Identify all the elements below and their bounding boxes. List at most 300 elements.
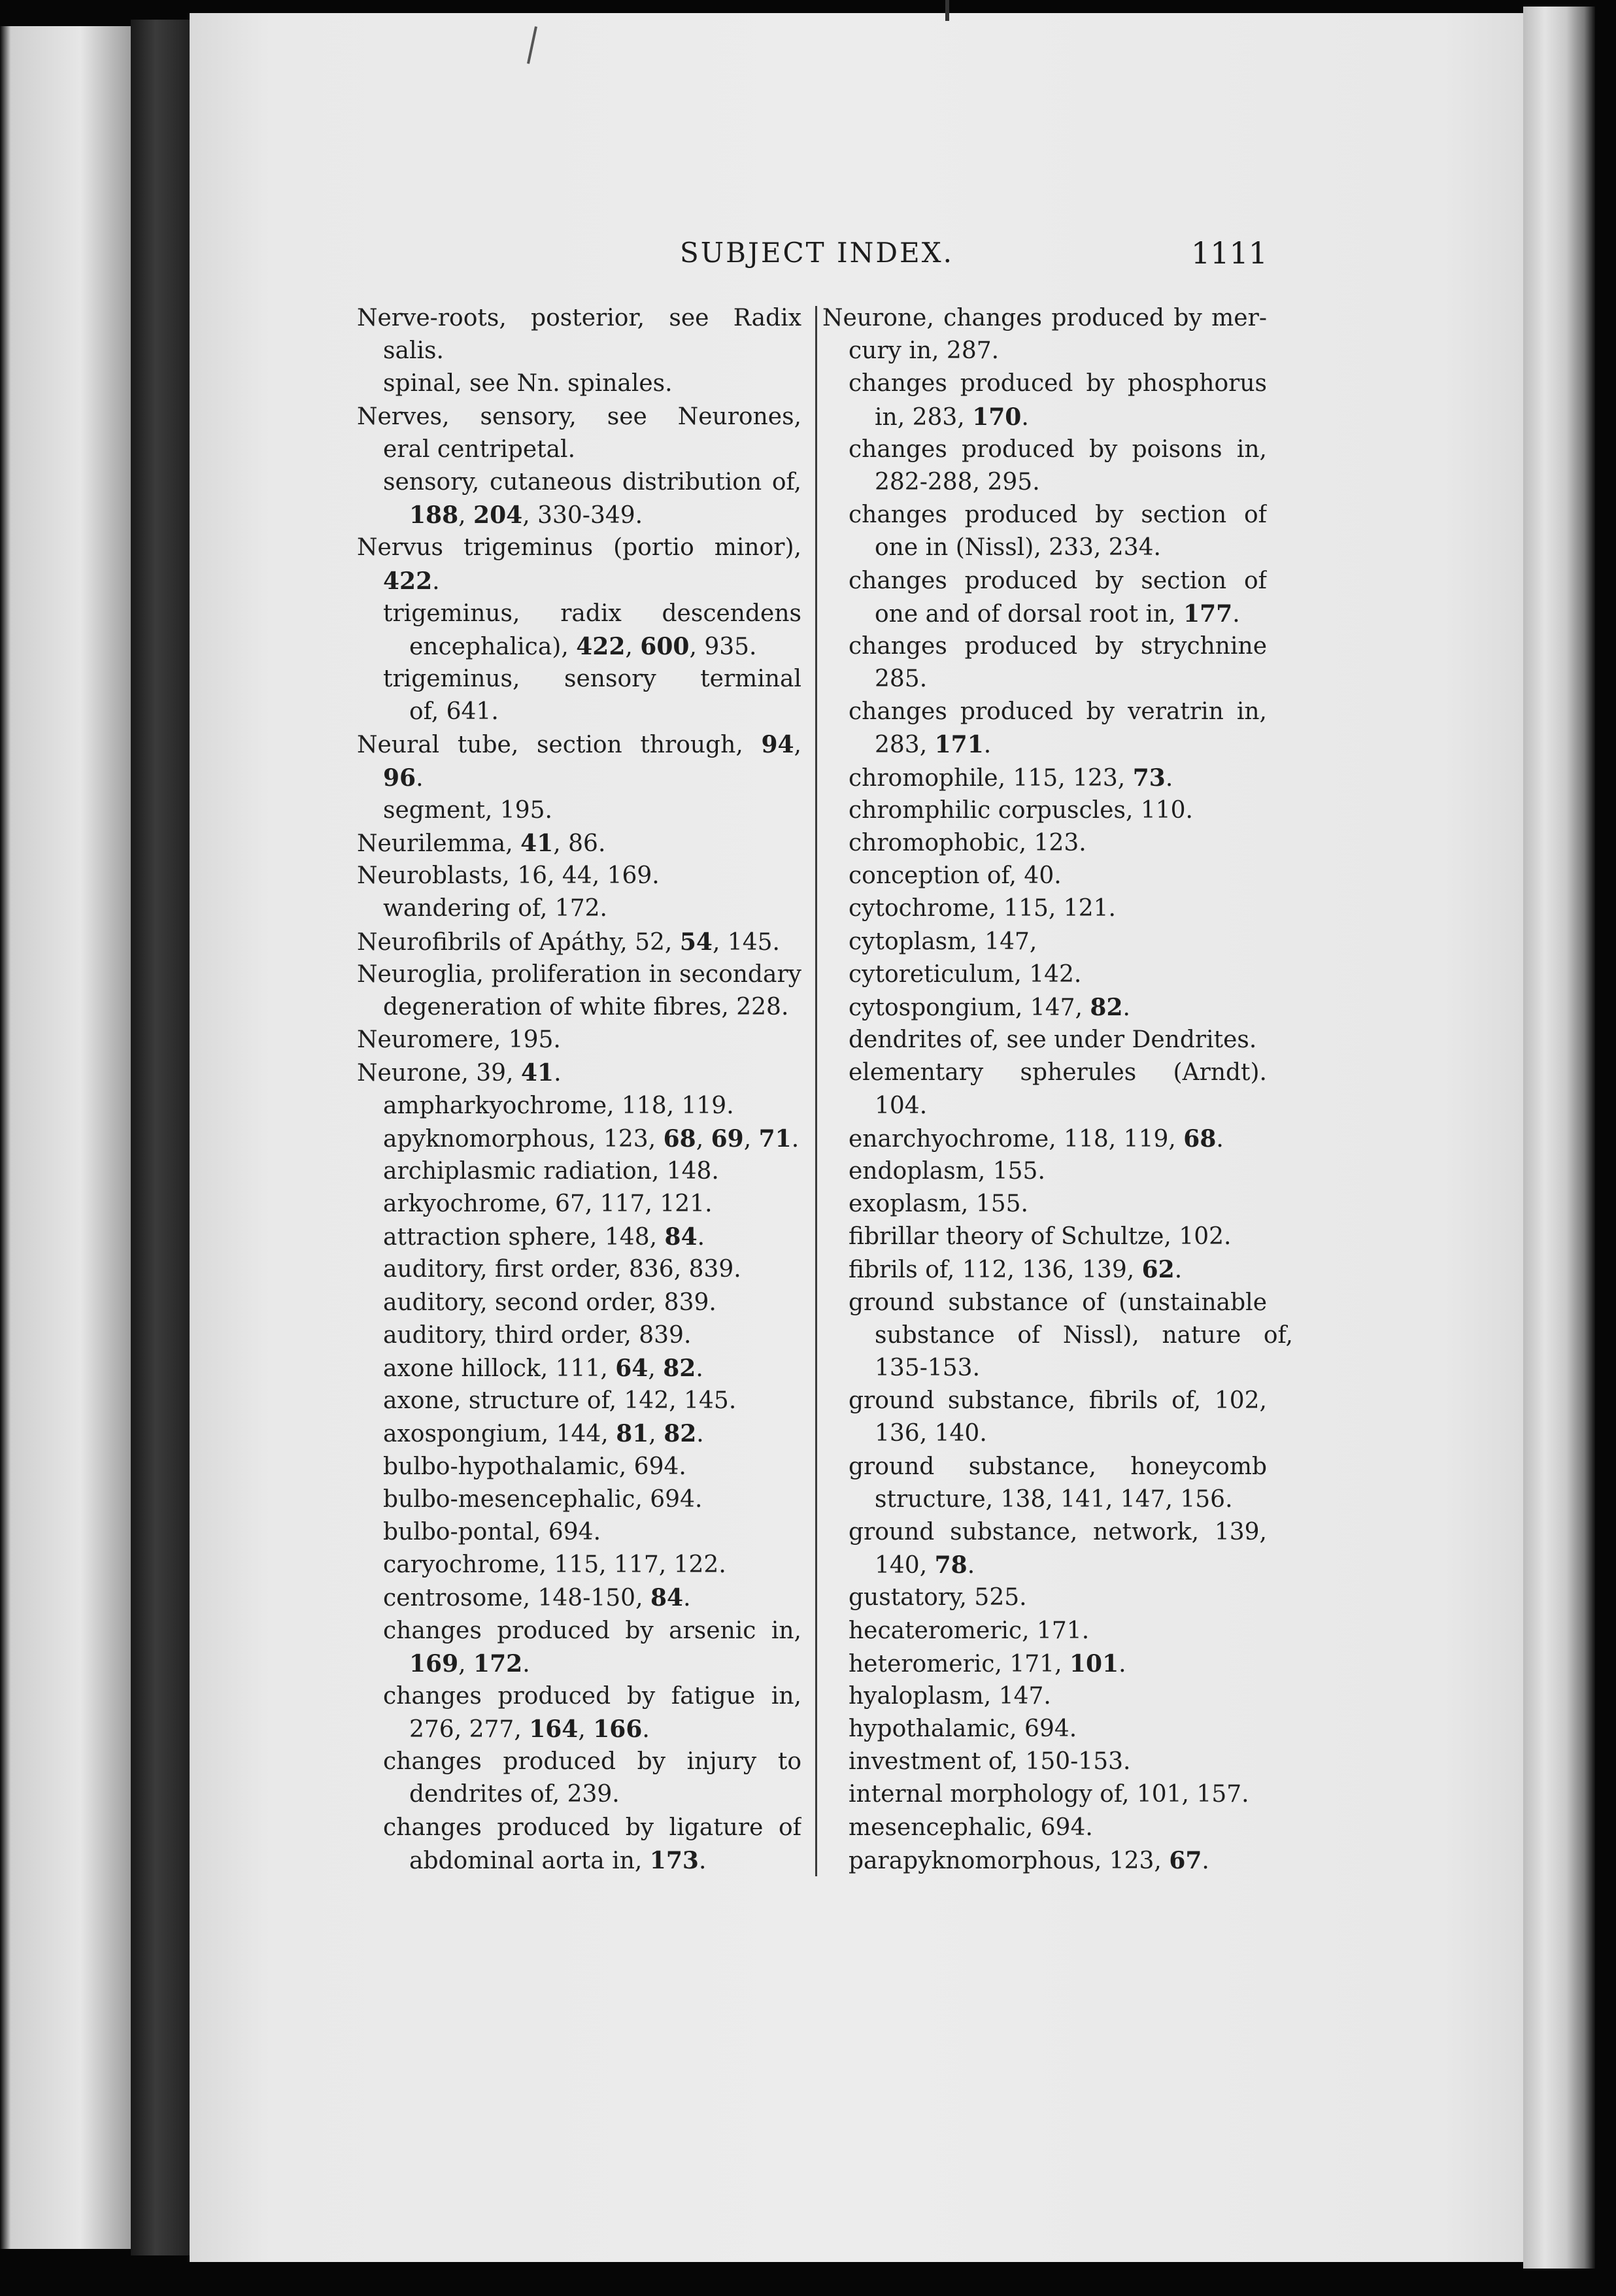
figure-reference: 82 — [1090, 993, 1123, 1021]
index-entry-continuation — [822, 1549, 1267, 1581]
facing-page-edge — [0, 26, 134, 2249]
index-entry — [357, 1417, 801, 1450]
entry-text: ampharkyochrome, 118, 119. — [383, 1092, 734, 1119]
index-entry — [822, 565, 1267, 630]
figure-reference: 171 — [934, 731, 984, 759]
entry-text: . — [1202, 1847, 1209, 1874]
index-entry-line — [822, 1647, 1267, 1680]
entry-text: . — [432, 567, 440, 595]
entry-text: , — [648, 1421, 664, 1448]
figure-reference: 170 — [972, 403, 1022, 431]
figure-reference: 41 — [520, 830, 554, 857]
index-entry-line — [822, 1451, 1267, 1483]
index-entry-line — [822, 1844, 1267, 1877]
index-entry-line — [357, 1483, 801, 1516]
index-entry-line — [822, 499, 1267, 532]
index-entry — [357, 1581, 801, 1614]
index-entry-line — [822, 433, 1267, 466]
index-entry — [357, 1056, 801, 1089]
entry-text: heteromeric, 171, — [849, 1650, 1069, 1678]
index-entry-continuation — [357, 1778, 801, 1811]
index-entry-line — [357, 1287, 801, 1319]
index-entry — [822, 1188, 1267, 1221]
running-head: SUBJECT INDEX. — [680, 237, 954, 269]
entry-text: , — [458, 1650, 474, 1678]
entry-text: , — [794, 732, 801, 759]
index-entry — [822, 499, 1267, 564]
index-entry-continuation — [357, 1713, 801, 1746]
index-entry — [357, 1319, 801, 1352]
figure-reference: 41 — [520, 1059, 554, 1087]
index-entry — [357, 1812, 801, 1877]
index-entry-line — [357, 860, 801, 892]
index-entry-line — [357, 1451, 801, 1483]
entry-text: Neurilemma, — [357, 830, 521, 857]
entry-text: fibrils of, 112, 136, 139, — [849, 1257, 1142, 1284]
index-entry-continuation — [822, 1352, 1267, 1385]
index-entry — [822, 1680, 1267, 1713]
entry-text: 140, — [875, 1552, 935, 1579]
entry-text: trigeminus, radix descendens — [383, 599, 801, 627]
index-entry-line — [357, 367, 801, 400]
index-entry — [357, 728, 801, 794]
entry-text: substance of Nissl), nature of, — [875, 1321, 1293, 1349]
entry-text: . — [697, 1224, 705, 1251]
entry-text: . — [967, 1552, 975, 1579]
index-entry-continuation — [357, 696, 801, 728]
entry-text: changes produced by section of — [849, 567, 1267, 594]
index-entry — [822, 1647, 1267, 1680]
entry-text: caryochrome, 115, 117, 122. — [383, 1551, 726, 1579]
entry-text: exoplasm, 155. — [849, 1190, 1028, 1218]
figure-reference: 422 — [576, 632, 626, 660]
index-column-right — [822, 302, 1293, 1877]
entry-text: . — [554, 1060, 562, 1087]
entry-text: degeneration of white fibres, 228. — [383, 993, 789, 1021]
entry-text: endoplasm, 155. — [849, 1157, 1045, 1185]
index-entry-line — [357, 1385, 801, 1417]
index-entry — [822, 1056, 1267, 1122]
entry-text: one and of dorsal root in, — [875, 600, 1184, 628]
entry-text: auditory, second order, 839. — [383, 1289, 716, 1316]
entry-text: . — [1216, 1125, 1224, 1153]
index-entry-line — [357, 532, 801, 564]
entry-text: changes produced by poisons in, — [849, 435, 1267, 463]
entry-text: changes produced by fatigue in, — [383, 1682, 801, 1710]
entry-text: , 145. — [712, 928, 780, 956]
entry-text: . — [1021, 403, 1029, 431]
index-entry — [357, 532, 801, 597]
index-column-left — [357, 302, 801, 1877]
index-entry — [357, 860, 801, 892]
entry-text: Neuroblasts, 16, 44, 169. — [357, 862, 660, 890]
entry-text: auditory, third order, 839. — [383, 1321, 692, 1349]
entry-text: . — [522, 1650, 530, 1678]
index-entry-line — [357, 1155, 801, 1188]
index-entry-line — [822, 1778, 1267, 1811]
index-entry-line — [822, 794, 1267, 827]
index-entry — [357, 1483, 801, 1516]
entry-text: Neurone, 39, — [357, 1060, 521, 1087]
index-entry — [357, 1746, 801, 1811]
entry-text: axone, structure of, 142, 145. — [383, 1387, 737, 1415]
index-entry-line — [357, 728, 801, 761]
index-entry — [822, 1844, 1267, 1877]
entry-text: cury in, 287. — [849, 337, 1000, 365]
index-entry — [357, 1188, 801, 1221]
scan-mark — [945, 0, 949, 21]
index-entry-line — [822, 1516, 1267, 1549]
index-entry-line — [357, 1812, 801, 1844]
index-entry — [822, 630, 1267, 696]
index-entry-line — [822, 302, 1267, 335]
entry-text: auditory, first order, 836, 839. — [383, 1256, 741, 1283]
index-entry-line — [357, 958, 801, 991]
entry-text: bulbo-hypothalamic, 694. — [383, 1453, 686, 1480]
entry-text: . — [696, 1355, 703, 1382]
figure-reference: 67 — [1169, 1846, 1202, 1874]
index-entry — [822, 1516, 1267, 1581]
entry-text: cytoreticulum, 142. — [849, 960, 1082, 988]
index-entry-line — [822, 991, 1267, 1024]
page-number: 1111 — [1191, 235, 1268, 271]
entry-text: , — [648, 1355, 664, 1382]
entry-text: bulbo-pontal, 694. — [383, 1518, 601, 1545]
entry-text: fibrillar theory of Schultze, 102. — [849, 1223, 1232, 1251]
entry-text: . — [1174, 1257, 1183, 1284]
index-entry — [822, 991, 1267, 1024]
index-entry — [357, 1287, 801, 1319]
entry-text: bulbo-mesencephalic, 694. — [383, 1485, 703, 1513]
index-entry — [357, 598, 801, 663]
entry-text: cytospongium, 147, — [849, 994, 1090, 1021]
entry-text: apyknomorphous, 123, — [383, 1125, 664, 1153]
index-entry — [822, 1123, 1267, 1155]
index-entry — [822, 1221, 1267, 1253]
index-entry — [822, 1812, 1267, 1844]
entry-text: 283, — [875, 732, 935, 759]
entry-text: Neurone, changes produced by mer- — [822, 305, 1267, 331]
index-entry — [357, 367, 801, 400]
index-entry — [822, 1287, 1293, 1385]
index-entry-continuation — [357, 762, 801, 794]
index-entry — [357, 1352, 801, 1385]
index-entry-line — [822, 1615, 1267, 1647]
entry-text: Nerve-roots, posterior, see Radix — [357, 305, 801, 331]
index-entry-line — [357, 1024, 801, 1056]
index-entry-line — [357, 1123, 801, 1155]
index-entry-line — [822, 1680, 1267, 1713]
index-entry — [357, 1155, 801, 1188]
entry-text: 285. — [875, 666, 928, 693]
index-entry-line — [822, 1221, 1267, 1253]
index-entry-line — [822, 696, 1267, 728]
figure-reference: 82 — [663, 1355, 696, 1382]
index-entry-continuation — [822, 728, 1267, 761]
index-entry — [357, 1451, 801, 1483]
index-entry — [357, 1123, 801, 1155]
index-entry — [822, 1024, 1267, 1056]
index-entry — [822, 1615, 1267, 1647]
figure-reference: 188 — [409, 501, 459, 530]
index-entry — [357, 926, 801, 958]
index-entry — [822, 1253, 1267, 1286]
figure-reference: 68 — [663, 1124, 696, 1153]
figure-reference: 71 — [758, 1124, 792, 1153]
column-divider — [815, 306, 817, 1876]
entry-text: . — [642, 1716, 650, 1744]
entry-text: changes produced by strychnine — [849, 632, 1267, 660]
figure-reference: 164 — [529, 1715, 579, 1744]
index-entry — [357, 466, 801, 532]
entry-text: hyaloplasm, 147. — [849, 1682, 1051, 1710]
entry-text: trigeminus, sensory terminal — [383, 666, 801, 693]
entry-text: Nerves, sensory, see Neurones, — [357, 403, 801, 430]
entry-text: segment, 195. — [383, 796, 552, 824]
index-entry-continuation — [357, 1844, 801, 1877]
index-entry — [822, 958, 1267, 991]
index-entry-line — [822, 367, 1267, 400]
index-entry — [357, 892, 801, 925]
index-entry-continuation — [357, 565, 801, 598]
entry-text: cytochrome, 115, 121. — [849, 895, 1116, 922]
entry-text: encephalica), — [409, 633, 577, 660]
entry-text: mesencephalic, 694. — [849, 1814, 1093, 1841]
figure-reference: 96 — [383, 764, 416, 792]
entry-text: sensory, cutaneous distribution of, — [383, 468, 801, 496]
index-entry-line — [357, 598, 801, 630]
entry-text: ground substance, honeycomb — [849, 1453, 1267, 1480]
entry-text: centrosome, 148-150, — [383, 1585, 650, 1612]
index-entry-line — [822, 827, 1267, 860]
entry-text: . — [1119, 1650, 1126, 1678]
figure-reference: 62 — [1141, 1256, 1175, 1284]
entry-text: attraction sphere, 148, — [383, 1224, 665, 1251]
index-entry — [357, 1615, 801, 1680]
entry-text: 104. — [875, 1092, 928, 1119]
figure-reference: 68 — [1183, 1124, 1217, 1153]
entry-text: conception of, 40. — [849, 862, 1062, 890]
index-entry-continuation — [357, 630, 801, 663]
index-entry — [822, 302, 1267, 367]
entry-text: axone hillock, 111, — [383, 1355, 616, 1382]
index-entry-line — [357, 1615, 801, 1647]
index-entry-line — [357, 1549, 801, 1581]
index-entry-continuation — [822, 1090, 1267, 1123]
figure-reference: 84 — [650, 1584, 684, 1612]
index-entry — [357, 1253, 801, 1286]
index-entry-line — [822, 1581, 1267, 1614]
index-entry-line — [822, 1188, 1267, 1221]
entry-text: salis. — [383, 337, 444, 365]
index-entry — [357, 302, 801, 367]
entry-text: Neural tube, section through, — [357, 732, 762, 759]
entry-text: changes produced by arsenic in, — [383, 1617, 801, 1644]
index-entry-line — [822, 1713, 1267, 1746]
index-entry — [822, 433, 1267, 499]
entry-text: ground substance, network, 139, — [849, 1518, 1267, 1545]
figure-reference: 101 — [1069, 1649, 1119, 1678]
index-entry-line — [357, 827, 801, 860]
index-entry-line — [357, 1352, 801, 1385]
index-entry-line — [357, 926, 801, 958]
index-entry-continuation — [357, 433, 801, 466]
index-entry-continuation — [822, 466, 1267, 499]
figure-reference: 69 — [711, 1124, 744, 1153]
entry-text: abdominal aorta in, — [409, 1847, 650, 1874]
index-entry-line — [822, 926, 1267, 958]
figure-reference: 166 — [593, 1715, 643, 1744]
figure-reference: 173 — [649, 1846, 699, 1874]
entry-text: , 330-349. — [522, 502, 643, 530]
index-entry — [822, 762, 1267, 794]
entry-text: . — [698, 1847, 707, 1874]
index-entry — [357, 958, 801, 1024]
index-entry-line — [822, 565, 1267, 598]
entry-text: enarchyochrome, 118, 119, — [849, 1125, 1184, 1153]
entry-text: one in (Nissl), 233, 234. — [875, 534, 1161, 562]
figure-reference: 94 — [761, 731, 794, 759]
entry-text: ground substance, fibrils of, 102, — [849, 1387, 1267, 1415]
entry-text: archiplasmic radiation, 148. — [383, 1157, 719, 1185]
entry-text: , — [458, 502, 474, 530]
entry-text: dendrites of, 239. — [409, 1781, 620, 1808]
index-entry — [357, 1680, 801, 1746]
entry-text: internal morphology of, 101, 157. — [849, 1781, 1249, 1808]
index-entry-continuation — [822, 532, 1267, 564]
index-entry-continuation — [357, 335, 801, 367]
figure-reference: 600 — [640, 632, 690, 660]
index-entry-line — [357, 794, 801, 827]
entry-text: chromophobic, 123. — [849, 830, 1086, 856]
index-entry-continuation — [822, 1319, 1293, 1352]
entry-text: Neuroglia, proliferation in secondary — [357, 960, 801, 988]
index-entry-continuation — [357, 991, 801, 1024]
figure-reference: 54 — [679, 928, 713, 956]
entry-text: 135-153. — [875, 1355, 981, 1381]
index-entry-line — [357, 401, 801, 433]
index-entry-continuation — [822, 663, 1267, 696]
entry-text: changes produced by section of — [849, 501, 1267, 529]
index-entry — [822, 1385, 1267, 1450]
entry-text: changes produced by phosphorus — [849, 370, 1267, 397]
index-entry-line — [357, 1253, 801, 1286]
index-entry — [822, 860, 1267, 892]
index-entry-line — [822, 1253, 1267, 1286]
entry-text: investment of, 150-153. — [849, 1748, 1131, 1776]
index-entry-continuation — [822, 1417, 1267, 1450]
index-entry-line — [822, 860, 1267, 892]
index-entry-line — [357, 1090, 801, 1123]
entry-text: of, 641. — [409, 698, 499, 726]
index-entry — [822, 1778, 1267, 1811]
entry-text: , — [578, 1716, 594, 1744]
index-entry-line — [357, 1221, 801, 1253]
index-entry — [822, 1746, 1267, 1778]
index-entry-line — [357, 892, 801, 925]
entry-text: . — [1165, 764, 1173, 792]
entry-text: parapyknomorphous, 123, — [849, 1847, 1170, 1874]
entry-text: . — [1232, 600, 1240, 628]
page-fore-edge — [1523, 7, 1595, 2269]
entry-text: Nervus trigeminus (portio minor), — [357, 534, 801, 562]
index-entry-continuation — [822, 335, 1267, 367]
entry-text: 276, 277, — [409, 1716, 530, 1744]
entry-text: axospongium, 144, — [383, 1421, 616, 1448]
entry-text: . — [696, 1421, 704, 1448]
index-entry — [822, 926, 1267, 958]
index-entry — [357, 827, 801, 860]
entry-text: . — [416, 764, 424, 792]
index-entry-continuation — [357, 1647, 801, 1680]
index-entry-line — [822, 762, 1267, 794]
index-entry-line — [822, 1812, 1267, 1844]
entry-text: dendrites of, see under Dendrites. — [849, 1026, 1257, 1054]
index-entry-line — [822, 630, 1267, 663]
figure-reference: 81 — [616, 1420, 649, 1448]
index-entry — [357, 1385, 801, 1417]
index-entry — [357, 663, 801, 728]
index-entry-line — [822, 958, 1267, 991]
entry-text: . — [791, 1125, 800, 1153]
index-entry — [822, 1713, 1267, 1746]
index-entry — [822, 794, 1267, 827]
entry-text: cytoplasm, 147, — [849, 928, 1037, 955]
entry-text: 282-288, 295. — [875, 468, 1040, 496]
index-entry — [822, 1155, 1267, 1188]
entry-text: . — [1122, 994, 1130, 1021]
entry-text: eral centripetal. — [383, 435, 576, 463]
index-entry-line — [822, 1155, 1267, 1188]
index-entry — [357, 1024, 801, 1056]
figure-reference: 84 — [664, 1223, 698, 1251]
figure-reference: 204 — [473, 501, 523, 530]
entry-text: Neurofibrils of Apáthy, 52, — [357, 928, 680, 956]
index-entry-continuation — [357, 499, 801, 532]
figure-reference: 177 — [1183, 599, 1233, 628]
index-entry-line — [357, 466, 801, 499]
index-entry-line — [357, 1746, 801, 1778]
index-entry-line — [357, 1056, 801, 1089]
entry-text: , 86. — [553, 830, 606, 857]
entry-text: , — [625, 633, 641, 660]
entry-text: . — [683, 1585, 691, 1612]
index-entry-line — [822, 1024, 1267, 1056]
entry-text: ground substance of (unstainable — [849, 1289, 1267, 1316]
entry-text: chromophile, 115, 123, — [849, 764, 1133, 792]
index-entry-line — [822, 1287, 1267, 1319]
figure-reference: 78 — [934, 1551, 968, 1579]
index-entry — [822, 696, 1267, 761]
index-entry — [822, 827, 1267, 860]
index-entry — [822, 892, 1267, 925]
entry-text: spinal, see Nn. spinales. — [383, 370, 673, 397]
entry-text: changes produced by veratrin in, — [849, 698, 1267, 726]
index-entry-continuation — [822, 598, 1267, 630]
index-entry — [357, 1549, 801, 1581]
entry-text: changes produced by injury to — [383, 1748, 801, 1776]
entry-text: in, 283, — [875, 403, 973, 431]
book-gutter — [131, 20, 193, 2255]
index-entry-line — [357, 1417, 801, 1450]
index-entry-line — [822, 1123, 1267, 1155]
figure-reference: 82 — [664, 1420, 697, 1448]
figure-reference: 64 — [615, 1355, 648, 1382]
index-entry-line — [357, 1680, 801, 1713]
index-entry — [357, 1516, 801, 1549]
index-entry-line — [822, 1056, 1267, 1089]
index-entry — [822, 1451, 1267, 1516]
